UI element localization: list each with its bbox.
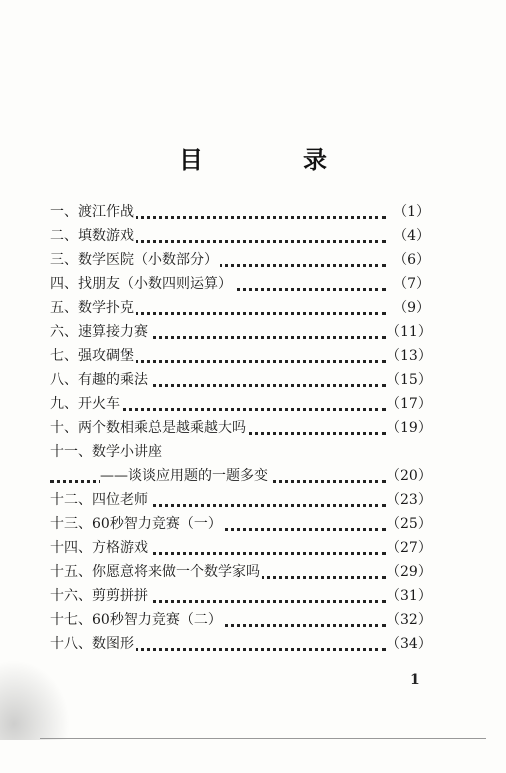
page-number-mark: 1: [410, 672, 420, 688]
toc-entry: [50, 416, 430, 440]
toc-entry-page: （34）: [386, 632, 430, 656]
toc-entry-label: 十三、60秒智力竞赛（一）: [50, 512, 224, 536]
toc-entry: [50, 488, 430, 512]
toc-entry-page: （20）: [386, 464, 430, 488]
toc-entry: [50, 536, 430, 560]
toc-entry-label: 十六、剪剪拼拼: [50, 584, 150, 608]
toc-entry: [50, 200, 430, 224]
toc-entry: [50, 632, 430, 656]
toc-entry-label: 二、填数游戏: [50, 224, 136, 248]
toc-entry-page: （7）: [386, 272, 430, 296]
toc-entry: [50, 368, 430, 392]
toc-entry-label: 十五、你愿意将来做一个数学家吗: [50, 560, 262, 584]
toc-entry: [50, 320, 430, 344]
toc-entry: [50, 272, 430, 296]
toc-entry: [50, 560, 430, 584]
toc-entry-page: （23）: [386, 488, 430, 512]
toc-entry-page: （13）: [386, 344, 430, 368]
page-title: 目 录: [179, 146, 365, 174]
toc-entry: [50, 464, 430, 488]
toc-entry-page: （17）: [386, 392, 430, 416]
toc-entry-label: 八、有趣的乘法: [50, 368, 150, 392]
toc-entry-page: （1）: [386, 200, 430, 224]
toc-entry-page: （29）: [386, 560, 430, 584]
toc-entry: [50, 512, 430, 536]
toc-entry-page: （4）: [386, 224, 430, 248]
toc-entry-label: 十、两个数相乘总是越乘越大吗: [50, 416, 248, 440]
toc-entry-label: ——谈谈应用题的一题多变: [100, 464, 270, 488]
toc-entry: [50, 392, 430, 416]
toc-entry: [50, 608, 430, 632]
toc-entry: [50, 248, 430, 272]
toc-entry-label: 十四、方格游戏: [50, 536, 150, 560]
toc-entry-label: 十七、60秒智力竞赛（二）: [50, 608, 224, 632]
toc-entry-page: （31）: [386, 584, 430, 608]
toc-entry-page: （19）: [386, 416, 430, 440]
toc-entry-page: （9）: [386, 296, 430, 320]
toc-entry-label: 九、开火车: [50, 392, 122, 416]
table-of-contents: [50, 200, 430, 656]
toc-entry-page: （32）: [386, 608, 430, 632]
toc-entry-label: 十八、数图形: [50, 632, 136, 656]
toc-entry-label: 一、渡江作战: [50, 200, 136, 224]
toc-entry-label: 五、数学扑克: [50, 296, 136, 320]
toc-entry-label: 十一、数学小讲座: [50, 440, 164, 464]
toc-entry-page: （15）: [386, 368, 430, 392]
toc-entry-label: 七、强攻碉堡: [50, 344, 136, 368]
toc-entry-page: （6）: [386, 248, 430, 272]
toc-entry: [50, 296, 430, 320]
toc-entry-page: （27）: [386, 536, 430, 560]
toc-entry-label: 十二、四位老师: [50, 488, 150, 512]
scan-smudge: [0, 660, 70, 740]
page-edge-line: [40, 738, 486, 739]
toc-entry: [50, 584, 430, 608]
toc-entry-heading: [50, 440, 430, 464]
toc-entry-page: （11）: [386, 320, 430, 344]
toc-entry-page: （25）: [386, 512, 430, 536]
toc-entry-label: 四、找朋友（小数四则运算）: [50, 272, 234, 296]
toc-entry-label: 六、速算接力赛: [50, 320, 150, 344]
toc-entry: [50, 344, 430, 368]
toc-entry-label: 三、数学医院（小数部分）: [50, 248, 220, 272]
toc-entry: [50, 224, 430, 248]
